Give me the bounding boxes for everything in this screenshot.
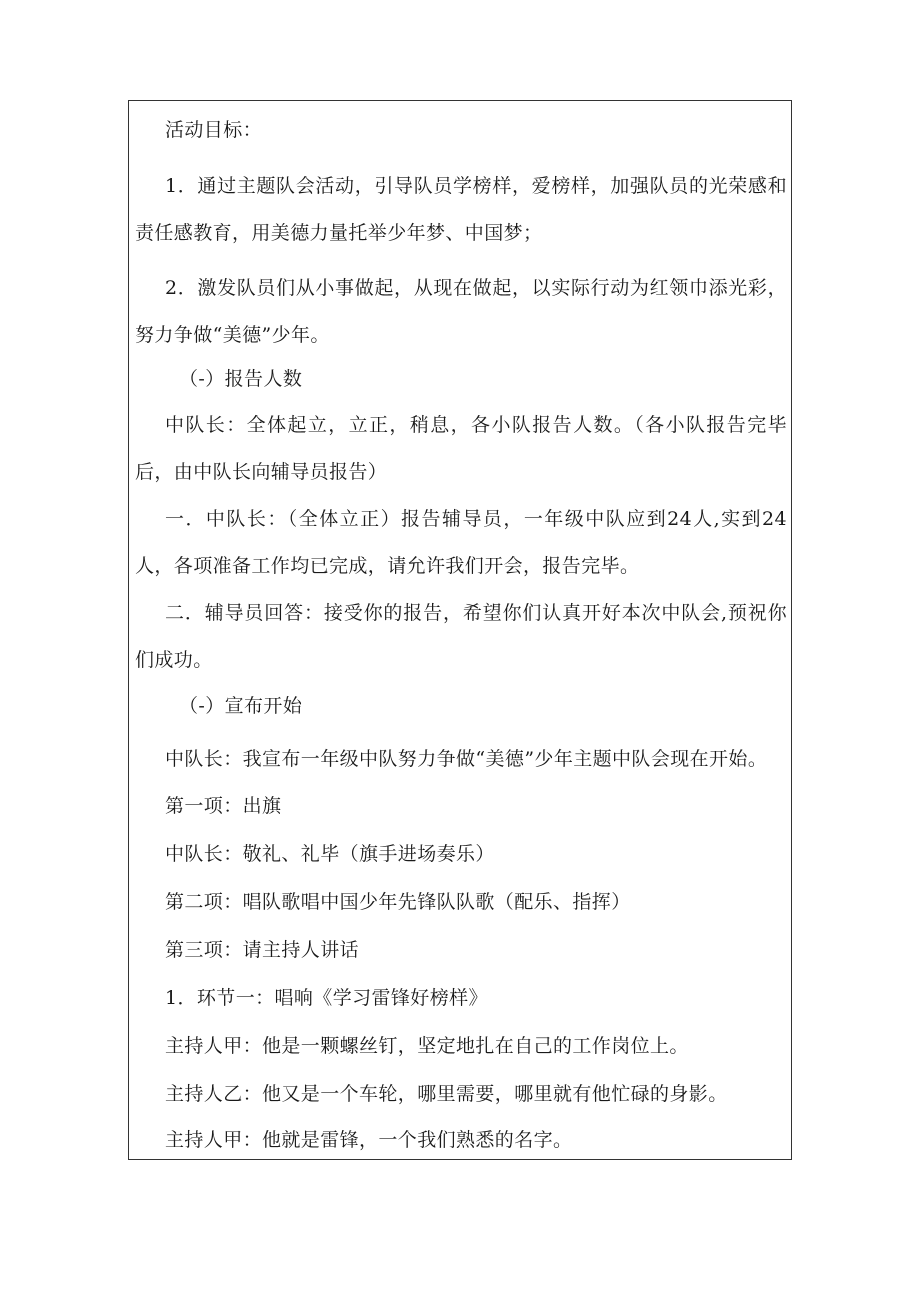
document-frame (128, 100, 792, 1160)
squad-leader-report-paragraph: 中队长：全体起立，立正，稍息，各小队报告人数。（各小队报告完毕后，由中队长向辅导员报告） (135, 414, 787, 483)
item-1-flag: 第一项：出旗 (165, 795, 282, 817)
counselor-reply: 二．辅导员回答：接受你的报告，希望你们认真开好本次中队会,预祝你们成功。 (135, 602, 787, 671)
host-a-line-1: 主持人甲：他是一颗螺丝钉，坚定地扎在自己的工作岗位上。 (165, 1035, 689, 1057)
section-report-heading: （-）报告人数 (179, 368, 303, 390)
objective-2: 2．激发队员们从小事做起，从现在做起，以实际行动为红领巾添光彩，努力争做“美德”少年。 (135, 277, 787, 346)
item-3-host-speech: 第三项：请主持人讲话 (165, 939, 360, 961)
host-b-line-1: 主持人乙：他又是一个车轮，哪里需要，哪里就有他忙碌的身影。 (165, 1083, 728, 1105)
objectives-heading: 活动目标： (165, 119, 263, 141)
objective-1: 1．通过主题队会活动，引导队员学榜样，爱榜样，加强队员的光荣感和责任感教育，用美德力量托举少年梦、中国梦； (135, 175, 787, 244)
item-2-anthem: 第二项：唱队歌唱中国少年先锋队队歌（配乐、指挥） (165, 891, 631, 913)
host-a-line-2: 主持人甲：他就是雷锋，一个我们熟悉的名字。 (165, 1129, 573, 1151)
segment-1-heading: 1．环节一：唱响《学习雷锋好榜样》 (165, 987, 488, 1009)
squad-leader-report-to-counselor: 一．中队长：（全体立正）报告辅导员，一年级中队应到24人,实到24人，各项准备工作均已完成，请允许我们开会，报告完毕。 (135, 508, 787, 577)
salute-instruction: 中队长：敬礼、礼毕（旗手进场奏乐） (165, 843, 495, 865)
section-start-heading: （-）宣布开始 (179, 695, 303, 717)
meeting-start-announcement: 中队长：我宣布一年级中队努力争做“美德”少年主题中队会现在开始。 (165, 748, 768, 770)
